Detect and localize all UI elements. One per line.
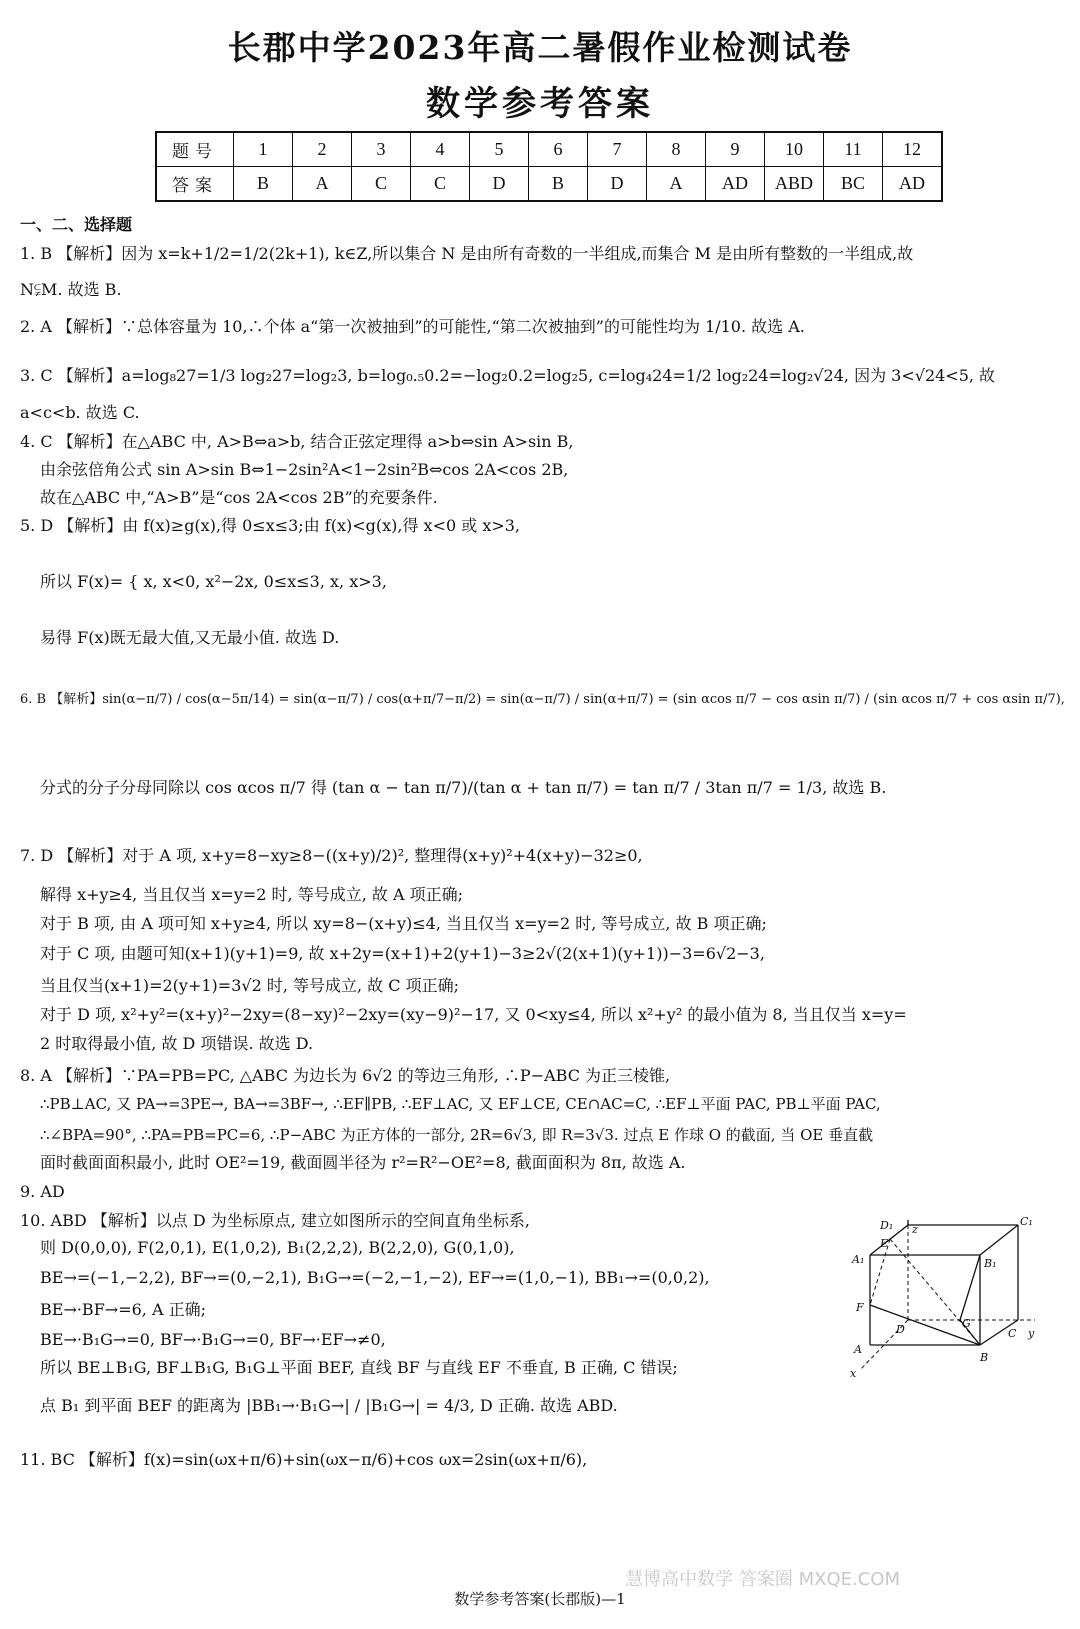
solution-line: 对于 D 项, x²+y²=(x+y)²−2xy=(8−xy)²−2xy=(xy−9)²−17, 又 0<xy≤4, 所以 x²+y² 的最小值为 8, 当且仅当 x=y=	[40, 1005, 907, 1024]
table-cell: 10	[765, 132, 824, 167]
solution-line: BE→·BF→=6, A 正确;	[40, 1300, 206, 1319]
table-cell: 3	[352, 132, 411, 167]
figure-label: D	[896, 1323, 905, 1336]
table-cell: 5	[470, 132, 529, 167]
figure-label: C₁	[1020, 1215, 1033, 1228]
row-label: 答案	[156, 167, 234, 202]
solution-line: 所以 F(x)= { x, x<0, x²−2x, 0≤x≤3, x, x>3,	[40, 572, 387, 591]
solution-line: 7. D 【解析】对于 A 项, x+y=8−xy≥8−((x+y)/2)², 整理得(x+y)²+4(x+y)−32≥0,	[20, 846, 643, 865]
table-row	[156, 132, 942, 167]
page-title: 长郡中学2023年高二暑假作业检测试卷	[227, 28, 853, 67]
figure-label: z	[912, 1223, 918, 1236]
solution-line: 解得 x+y≥4, 当且仅当 x=y=2 时, 等号成立, 故 A 项正确;	[40, 885, 464, 904]
solution-line: 当且仅当(x+1)=2(y+1)=3√2 时, 等号成立, 故 C 项正确;	[40, 976, 459, 995]
figure-label: B₁	[984, 1257, 997, 1270]
solution-line: 6. B 【解析】sin(α−π/7) / cos(α−5π/14) = sin(α−π/7) / cos(α+π/7−π/2) = sin(α−π/7) / sin(α+π/7) = (sin αcos π/7 − cos αsin π/7) / (sin αcos π/7 + cos αsin π/7),	[20, 692, 1065, 707]
table-cell: D	[588, 167, 647, 202]
section-title: 一、二、选择题	[20, 215, 133, 234]
answer-table	[155, 131, 943, 202]
solution-line: 5. D 【解析】由 f(x)≥g(x),得 0≤x≤3;由 f(x)<g(x),得 x<0 或 x>3,	[20, 516, 521, 535]
solution-line: BE→·B₁G→=0, BF→·B₁G→=0, BF→·EF→≠0,	[40, 1330, 386, 1349]
solution-line: 8. A 【解析】∵PA=PB=PC, △ABC 为边长为 6√2 的等边三角形, ∴P−ABC 为正三棱锥,	[20, 1066, 671, 1085]
table-cell: A	[293, 167, 352, 202]
solution-line: 9. AD	[20, 1182, 65, 1201]
table-cell: BC	[824, 167, 883, 202]
solution-line: 所以 BE⊥B₁G, BF⊥B₁G, B₁G⊥平面 BEF, 直线 BF 与直线 EF 不垂直, B 正确, C 错误;	[40, 1358, 678, 1377]
table-cell: 1	[234, 132, 293, 167]
page-subtitle: 数学参考答案	[426, 84, 654, 124]
table-cell: 11	[824, 132, 883, 167]
solution-line: 3. C 【解析】a=log₈27=1/3 log₂27=log₂3, b=log₀.₅0.2=−log₂0.2=log₂5, c=log₄24=1/2 log₂24=log₂√24, 因为 3<√24<5, 故	[20, 366, 996, 385]
table-cell: C	[411, 167, 470, 202]
figure-label: F	[856, 1301, 864, 1314]
table-cell: 9	[706, 132, 765, 167]
cube-coordinate-figure	[850, 1215, 1045, 1385]
table-cell: AD	[706, 167, 765, 202]
solution-line: 故在△ABC 中,“A>B”是“cos 2A<cos 2B”的充要条件.	[40, 488, 438, 507]
solution-line: 10. ABD 【解析】以点 D 为坐标原点, 建立如图所示的空间直角坐标系,	[20, 1211, 531, 1230]
table-cell: 6	[529, 132, 588, 167]
table-cell: ABD	[765, 167, 824, 202]
solution-line: a<c<b. 故选 C.	[20, 403, 140, 422]
solution-line: ∴PB⊥AC, 又 PA→=3PE→, BA→=3BF→, ∴EF∥PB, ∴EF⊥AC, 又 EF⊥CE, CE∩AC=C, ∴EF⊥平面 PAC, PB⊥平面 PAC,	[40, 1095, 881, 1113]
solution-line: ∴∠BPA=90°, ∴PA=PB=PC=6, ∴P−ABC 为正方体的一部分, 2R=6√3, 即 R=3√3. 过点 E 作球 O 的截面, 当 OE 垂直截	[40, 1126, 874, 1144]
watermark: 慧博高中数学 答案圈 MXQE.COM	[625, 1569, 900, 1590]
figure-label: G	[962, 1317, 971, 1330]
table-cell: 2	[293, 132, 352, 167]
solution-line: 4. C 【解析】在△ABC 中, A>B⇔a>b, 结合正弦定理得 a>b⇔sin A>sin B,	[20, 432, 574, 451]
solution-line: 面时截面面积最小, 此时 OE²=19, 截面圆半径为 r²=R²−OE²=8, 截面面积为 8π, 故选 A.	[40, 1153, 686, 1172]
table-cell: 8	[647, 132, 706, 167]
table-cell: 12	[883, 132, 943, 167]
figure-label: C	[1008, 1327, 1017, 1340]
solution-line: 由余弦倍角公式 sin A>sin B⇔1−2sin²A<1−2sin²B⇔cos 2A<cos 2B,	[40, 460, 569, 479]
figure-label: x	[850, 1367, 857, 1380]
table-cell: A	[647, 167, 706, 202]
figure-label: A	[854, 1343, 862, 1356]
table-cell: AD	[883, 167, 943, 202]
solution-line: 易得 F(x)既无最大值,又无最小值. 故选 D.	[40, 628, 340, 647]
table-cell: D	[470, 167, 529, 202]
table-cell: 7	[588, 132, 647, 167]
row-label: 题号	[156, 132, 234, 167]
figure-label: B	[980, 1351, 989, 1364]
table-cell: 4	[411, 132, 470, 167]
page-footer: 数学参考答案(长郡版)—1	[454, 1590, 626, 1608]
solution-line: 2. A 【解析】∵总体容量为 10,∴个体 a“第一次被抽到”的可能性,“第二次被抽到”的可能性均为 1/10. 故选 A.	[20, 317, 805, 336]
solution-line: 对于 C 项, 由题可知(x+1)(y+1)=9, 故 x+2y=(x+1)+2(y+1)−3≥2√(2(x+1)(y+1))−3=6√2−3,	[40, 944, 765, 963]
solution-line: N⫋M. 故选 B.	[20, 280, 122, 299]
solution-line: BE→=(−1,−2,2), BF→=(0,−2,1), B₁G→=(−2,−1,−2), EF→=(1,0,−1), BB₁→=(0,0,2),	[40, 1268, 710, 1287]
solution-line: 点 B₁ 到平面 BEF 的距离为 |BB₁→·B₁G→| / |B₁G→| = 4/3, D 正确. 故选 ABD.	[40, 1396, 618, 1415]
table-cell: B	[234, 167, 293, 202]
solution-line: 分式的分子分母同除以 cos αcos π/7 得 (tan α − tan π/7)/(tan α + tan π/7) = tan π/7 / 3tan π/7 = 1/3, 故选 B.	[40, 778, 887, 797]
solution-line: 1. B 【解析】因为 x=k+1/2=1/2(2k+1), k∈Z,所以集合 N 是由所有奇数的一半组成,而集合 M 是由所有整数的一半组成,故	[20, 244, 914, 263]
figure-label: E	[880, 1237, 889, 1250]
figure-label: A₁	[852, 1253, 865, 1266]
table-cell: B	[529, 167, 588, 202]
solution-line: 2 时取得最小值, 故 D 项错误. 故选 D.	[40, 1034, 314, 1053]
solution-line: 则 D(0,0,0), F(2,0,1), E(1,0,2), B₁(2,2,2), B(2,2,0), G(0,1,0),	[40, 1238, 515, 1257]
table-cell: C	[352, 167, 411, 202]
solution-line: 11. BC 【解析】f(x)=sin(ωx+π/6)+sin(ωx−π/6)+cos ωx=2sin(ωx+π/6),	[20, 1450, 588, 1469]
figure-label: D₁	[880, 1219, 894, 1232]
figure-label: y	[1028, 1327, 1035, 1340]
table-row	[156, 167, 942, 202]
solution-line: 对于 B 项, 由 A 项可知 x+y≥4, 所以 xy=8−(x+y)≤4, 当且仅当 x=y=2 时, 等号成立, 故 B 项正确;	[40, 914, 767, 933]
